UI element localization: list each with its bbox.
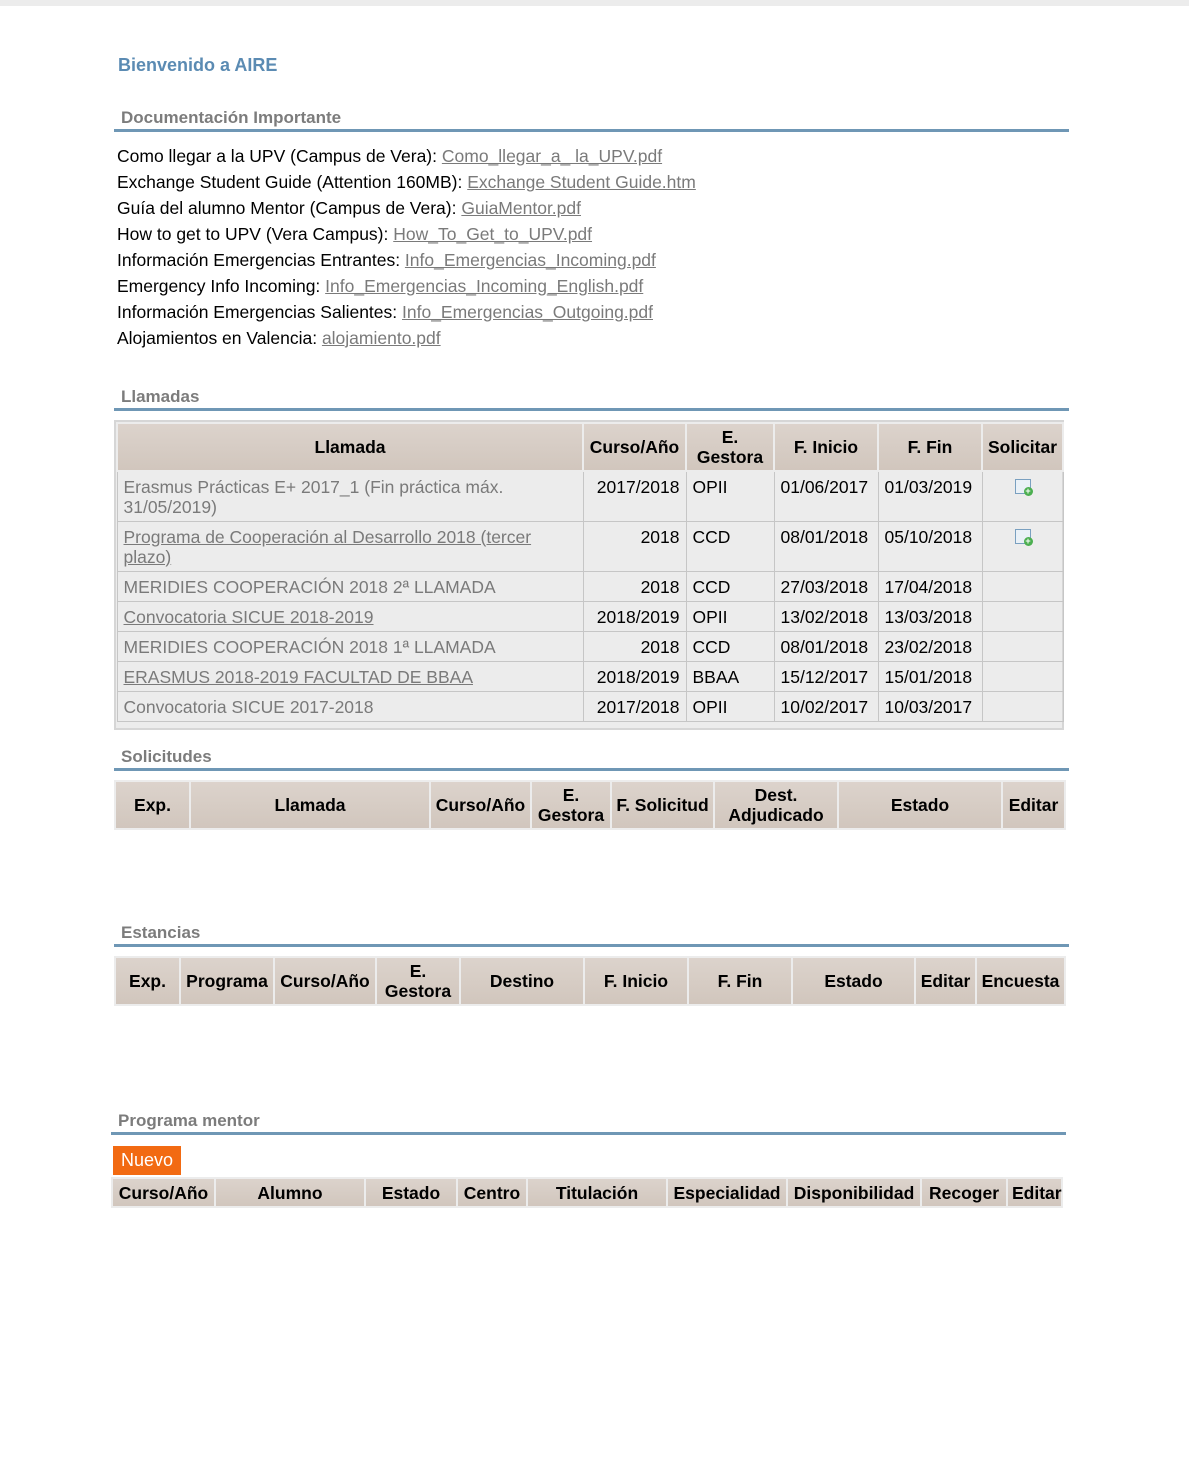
welcome-title: Bienvenido a AIRE bbox=[118, 55, 278, 75]
docs-list bbox=[117, 143, 696, 351]
solicitudes-col-header: Llamada bbox=[190, 781, 430, 829]
llamadas-section-title: Llamadas bbox=[121, 387, 200, 406]
curso-cell: 2018/2019 bbox=[583, 601, 686, 631]
doc-label: Emergency Info Incoming: bbox=[117, 276, 326, 296]
doc-label: Información Emergencias Salientes: bbox=[117, 302, 402, 322]
estancias-col-header: Curso/Año bbox=[274, 957, 376, 1005]
table-row bbox=[117, 691, 1063, 721]
estancias-col-header: Encuesta bbox=[976, 957, 1065, 1005]
inicio-cell: 13/02/2018 bbox=[774, 601, 878, 631]
solicitudes-col-header: Estado bbox=[838, 781, 1002, 829]
mentor-col-header: Disponibilidad bbox=[787, 1178, 921, 1207]
llamada-cell bbox=[117, 571, 583, 601]
plus-icon: + bbox=[1025, 486, 1031, 496]
llamadas-col-header: F. Inicio bbox=[774, 423, 878, 471]
docs-section-rule bbox=[114, 129, 1069, 132]
llamadas-table bbox=[116, 422, 1064, 722]
curso-cell: 2018/2019 bbox=[583, 661, 686, 691]
plus-icon: + bbox=[1025, 535, 1031, 546]
mentor-col-header: Alumno bbox=[215, 1178, 365, 1207]
mentor-col-header: Centro bbox=[457, 1178, 527, 1207]
table-row bbox=[117, 631, 1063, 661]
mentor-section-title: Programa mentor bbox=[118, 1111, 260, 1130]
doc-link[interactable]: Info_Emergencias_Outgoing.pdf bbox=[402, 302, 653, 322]
estancias-section-rule bbox=[114, 944, 1069, 947]
solicitar-cell bbox=[982, 521, 1063, 571]
doc-item bbox=[117, 221, 696, 247]
gestora-cell: CCD bbox=[686, 631, 774, 661]
solicitudes-col-header: Exp. bbox=[115, 781, 190, 829]
llamadas-col-header: E. Gestora bbox=[686, 423, 774, 471]
estancias-col-header: Editar bbox=[915, 957, 976, 1005]
fin-cell: 15/01/2018 bbox=[878, 661, 982, 691]
solicitudes-section-title: Solicitudes bbox=[121, 747, 212, 766]
estancias-table bbox=[114, 956, 1066, 1006]
doc-item bbox=[117, 195, 696, 221]
mentor-col-header: Titulación bbox=[527, 1178, 667, 1207]
doc-label: Exchange Student Guide (Attention 160MB): bbox=[117, 172, 468, 192]
curso-cell: 2018 bbox=[583, 521, 686, 571]
llamadas-col-header: F. Fin bbox=[878, 423, 982, 471]
table-row bbox=[117, 471, 1063, 521]
curso-cell: 2017/2018 bbox=[583, 691, 686, 721]
inicio-cell: 08/01/2018 bbox=[774, 521, 878, 571]
solicitudes-col-header: Curso/Año bbox=[430, 781, 531, 829]
add-document-icon[interactable] bbox=[1015, 529, 1031, 544]
solicitudes-col-header: Dest. Adjudicado bbox=[714, 781, 838, 829]
mentor-col-header: Recoger bbox=[921, 1178, 1007, 1207]
estancias-col-header: F. Fin bbox=[688, 957, 792, 1005]
llamada-name[interactable]: Convocatoria SICUE 2018-2019 bbox=[123, 606, 374, 627]
llamada-name: MERIDIES COOPERACIÓN 2018 2ª LLAMADA bbox=[123, 576, 496, 597]
inicio-cell: 01/06/2017 bbox=[774, 471, 878, 521]
fin-cell: 05/10/2018 bbox=[878, 521, 982, 571]
table-row bbox=[117, 601, 1063, 631]
estancias-col-header: F. Inicio bbox=[584, 957, 688, 1005]
doc-label: How to get to UPV (Vera Campus): bbox=[117, 224, 394, 244]
curso-cell: 2018 bbox=[583, 631, 686, 661]
doc-item bbox=[117, 143, 696, 169]
mentor-col-header: Estado bbox=[365, 1178, 457, 1207]
table-row bbox=[117, 661, 1063, 691]
estancias-col-header: Programa bbox=[180, 957, 274, 1005]
llamada-cell bbox=[117, 661, 583, 691]
estancias-section-title: Estancias bbox=[121, 923, 201, 942]
curso-cell: 2018 bbox=[583, 571, 686, 601]
solicitudes-section-rule bbox=[114, 768, 1069, 771]
llamada-cell bbox=[117, 691, 583, 721]
solicitar-cell bbox=[982, 601, 1063, 631]
mentor-col-header: Editar bbox=[1007, 1178, 1062, 1207]
doc-item bbox=[117, 169, 696, 195]
top-bar bbox=[0, 0, 1189, 6]
doc-item bbox=[117, 247, 696, 273]
fin-cell: 01/03/2019 bbox=[878, 471, 982, 521]
gestora-cell: OPII bbox=[686, 601, 774, 631]
llamadas-col-header: Curso/Año bbox=[583, 423, 686, 471]
doc-link[interactable]: How_To_Get_to_UPV.pdf bbox=[393, 224, 593, 244]
solicitudes-col-header: E. Gestora bbox=[531, 781, 611, 829]
doc-item bbox=[117, 299, 696, 325]
llamadas-col-header: Llamada bbox=[117, 423, 583, 471]
add-document-icon[interactable] bbox=[1015, 479, 1031, 494]
llamadas-col-header: Solicitar bbox=[982, 423, 1063, 471]
llamada-name[interactable]: Programa de Cooperación al Desarrollo 2018 (tercer plazo) bbox=[123, 526, 532, 567]
inicio-cell: 10/02/2017 bbox=[774, 691, 878, 721]
inicio-cell: 27/03/2018 bbox=[774, 571, 878, 601]
llamada-name[interactable]: ERASMUS 2018-2019 FACULTAD DE BBAA bbox=[123, 666, 473, 687]
curso-cell: 2017/2018 bbox=[583, 471, 686, 521]
nuevo-button[interactable]: Nuevo bbox=[113, 1146, 181, 1175]
doc-label: Como llegar a la UPV (Campus de Vera): bbox=[117, 146, 442, 166]
llamada-cell bbox=[117, 471, 583, 521]
inicio-cell: 08/01/2018 bbox=[774, 631, 878, 661]
doc-label: Información Emergencias Entrantes: bbox=[117, 250, 405, 270]
doc-label: Alojamientos en Valencia: bbox=[117, 328, 322, 348]
solicitudes-col-header: Editar bbox=[1002, 781, 1065, 829]
estancias-col-header: Destino bbox=[460, 957, 584, 1005]
table-row bbox=[117, 571, 1063, 601]
mentor-table bbox=[111, 1177, 1063, 1208]
doc-item bbox=[117, 325, 696, 351]
fin-cell: 17/04/2018 bbox=[878, 571, 982, 601]
estancias-col-header: Exp. bbox=[115, 957, 180, 1005]
mentor-col-header: Curso/Año bbox=[112, 1178, 215, 1207]
doc-link[interactable]: Exchange Student Guide.htm bbox=[467, 172, 696, 192]
doc-link[interactable]: Info_Emergencias_Incoming.pdf bbox=[404, 250, 656, 270]
solicitar-cell bbox=[982, 691, 1063, 721]
estancias-col-header: E. Gestora bbox=[376, 957, 460, 1005]
gestora-cell: OPII bbox=[686, 691, 774, 721]
doc-link[interactable]: alojamiento.pdf bbox=[321, 328, 441, 348]
mentor-col-header: Especialidad bbox=[667, 1178, 787, 1207]
llamada-name: Erasmus Prácticas E+ 2017_1 (Fin práctica máx. 31/05/2019) bbox=[123, 477, 504, 517]
inicio-cell: 15/12/2017 bbox=[774, 661, 878, 691]
solicitar-cell bbox=[982, 571, 1063, 601]
solicitar-cell bbox=[982, 471, 1063, 521]
gestora-cell: CCD bbox=[686, 521, 774, 571]
docs-section-title: Documentación Importante bbox=[121, 108, 342, 127]
doc-item bbox=[117, 273, 696, 299]
mentor-section-rule bbox=[111, 1132, 1066, 1135]
doc-link[interactable]: GuiaMentor.pdf bbox=[461, 198, 581, 218]
gestora-cell: BBAA bbox=[686, 661, 774, 691]
llamada-name: MERIDIES COOPERACIÓN 2018 1ª LLAMADA bbox=[123, 636, 496, 657]
fin-cell: 23/02/2018 bbox=[878, 631, 982, 661]
gestora-cell: CCD bbox=[686, 571, 774, 601]
llamadas-section-rule bbox=[114, 408, 1069, 411]
solicitar-cell bbox=[982, 631, 1063, 661]
gestora-cell: OPII bbox=[686, 471, 774, 521]
llamada-name: Convocatoria SICUE 2017-2018 bbox=[123, 696, 374, 717]
solicitudes-col-header: F. Solicitud bbox=[611, 781, 714, 829]
doc-label: Guía del alumno Mentor (Campus de Vera): bbox=[117, 198, 462, 218]
llamada-cell bbox=[117, 601, 583, 631]
solicitar-cell bbox=[982, 661, 1063, 691]
fin-cell: 13/03/2018 bbox=[878, 601, 982, 631]
llamada-cell bbox=[117, 521, 583, 571]
table-row bbox=[117, 521, 1063, 571]
doc-link[interactable]: Como_llegar_a_ la_UPV.pdf bbox=[441, 146, 663, 166]
solicitudes-table bbox=[114, 780, 1066, 830]
fin-cell: 10/03/2017 bbox=[878, 691, 982, 721]
doc-link[interactable]: Info_Emergencias_Incoming_English.pdf bbox=[325, 276, 644, 296]
llamada-cell bbox=[117, 631, 583, 661]
estancias-col-header: Estado bbox=[792, 957, 915, 1005]
